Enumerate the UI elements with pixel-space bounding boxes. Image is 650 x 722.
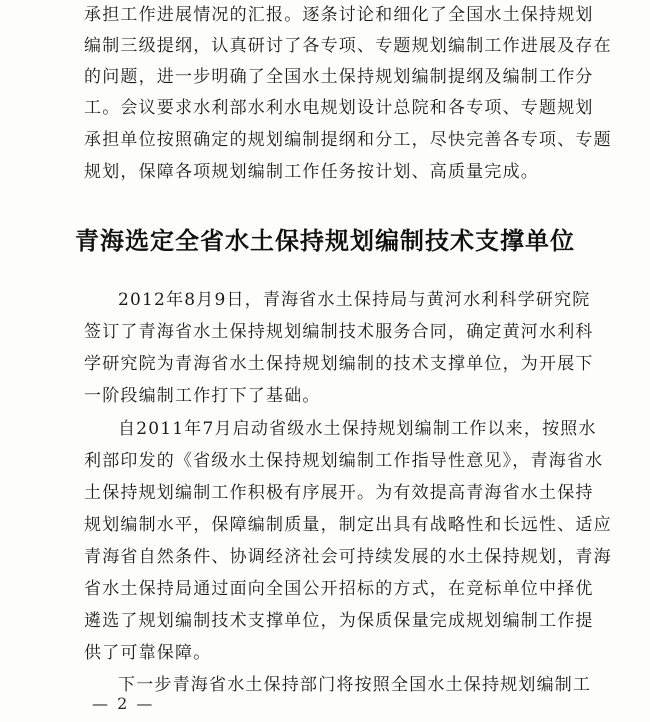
intro-line-1: 承担工作进展情况的汇报。逐条讨论和细化了全国水土保持规划	[84, 5, 594, 25]
para2-line-7: 遴选了规划编制技术支撑单位，为保质保量完成规划编制工作提	[84, 611, 594, 631]
intro-line-5: 承担单位按照确定的规划编制提纲和分工，尽快完善各专项、专题	[84, 130, 612, 150]
para2-line-2: 利部印发的《省级水土保持规划编制工作指导性意见》，青海省水	[84, 451, 604, 471]
para1-line-2: 签订了青海省水土保持规划编制技术服务合同，确定黄河水利科	[84, 322, 594, 342]
para1-line-3: 学研究院为青海省水土保持规划编制的技术支撑单位，为开展下	[84, 354, 594, 374]
intro-line-4: 工。会议要求水利部水利水电规划设计总院和各专项、专题规划	[84, 98, 594, 118]
para2-line-5: 青海省自然条件、协调经济社会可持续发展的水土保持规划，青海	[84, 547, 612, 567]
para2-line-4: 规划编制水平，保障编制质量，制定出具有战略性和长远性、适应	[84, 515, 612, 535]
para1-line-1: 2012年8月9日，青海省水土保持局与黄河水利科学研究院	[118, 290, 591, 310]
intro-line-2: 编制三级提纲，认真研讨了各专项、专题规划编制工作进展及存在	[84, 36, 612, 56]
para3-line-1: 下一步青海省水土保持部门将按照全国水土保持规划编制工	[118, 675, 592, 695]
section-heading: 青海选定全省水土保持规划编制技术支撑单位	[75, 227, 575, 255]
intro-line-3: 的问题，进一步明确了全国水土保持规划编制提纲及编制工作分	[84, 67, 594, 87]
para2-line-8: 供了可靠保障。	[84, 643, 212, 663]
para1-line-4: 一阶段编制工作打下了基础。	[84, 386, 321, 406]
para2-line-1: 自2011年7月启动省级水土保持规划编制工作以来，按照水	[118, 419, 597, 439]
para2-line-3: 土保持规划编制工作积极有序展开。为有效提高青海省水土保持	[84, 483, 594, 503]
intro-line-6: 规划，保障各项规划编制工作任务按计划、高质量完成。	[84, 162, 539, 182]
page-number: — 2 —	[92, 694, 155, 713]
para2-line-6: 省水土保持局通过面向全国公开招标的方式，在竞标单位中择优	[84, 579, 594, 599]
